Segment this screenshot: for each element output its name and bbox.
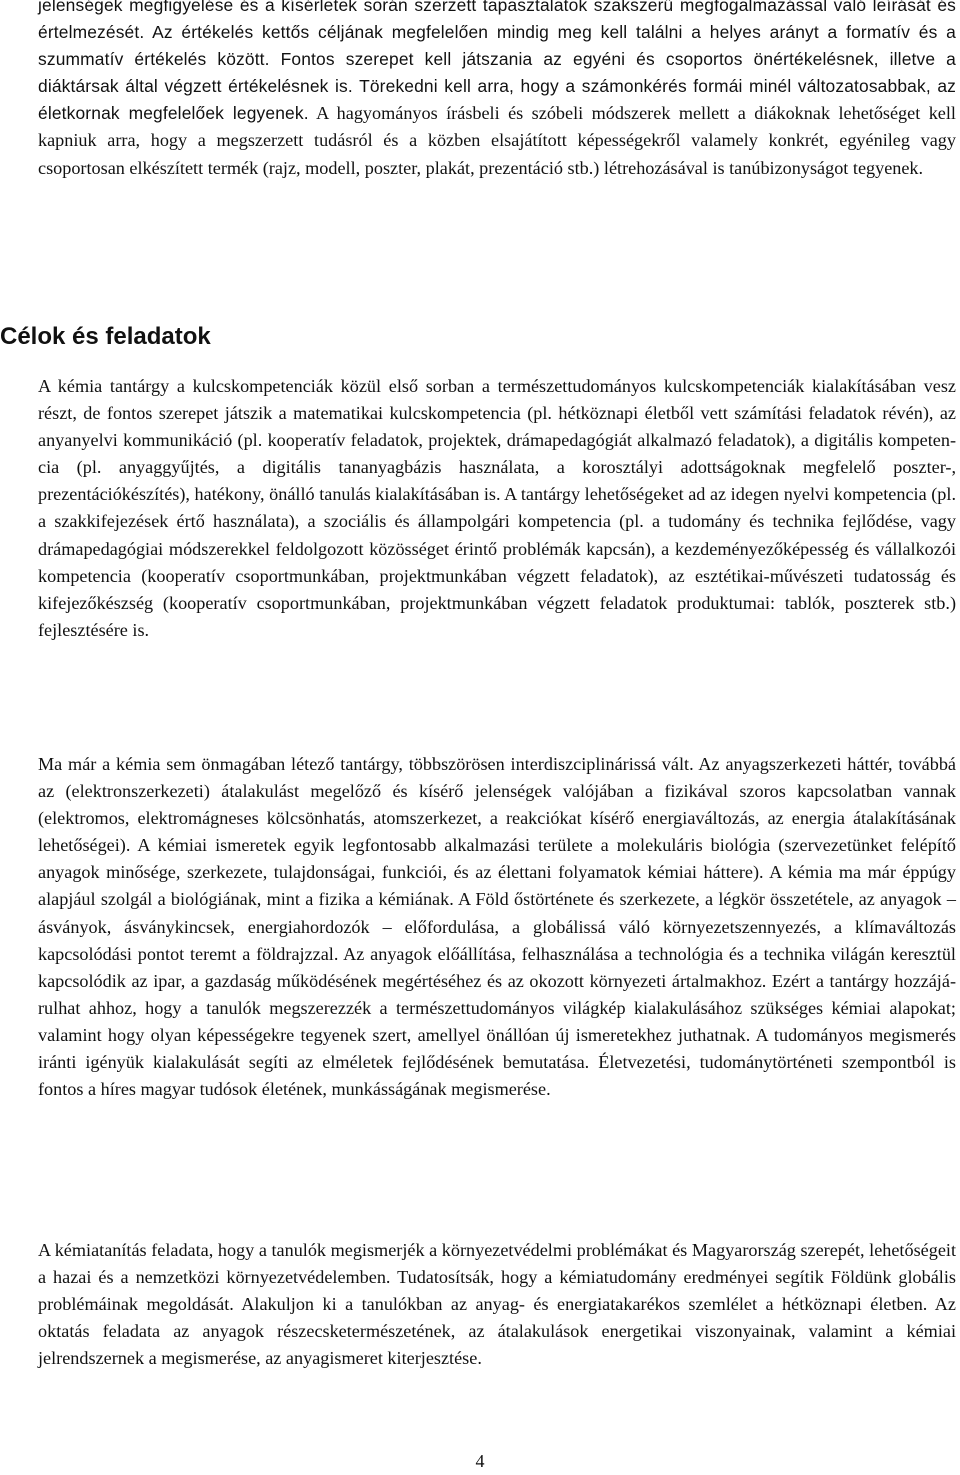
paragraph-competencies: A kémia tantárgy a kulcskompetenciák közül első sorban a természettudományos kulcskompetenciák kialakításában vesz részt, de fontos szerepet játszik a matematikai kulcskompetencia (pl. hétköznapi életből vett számítási feladatok révén), az anyanyelvi kommunikáció (pl. kooperatív feladatok, projektek, drámapedagógiát alkalmazó feladatok), a digitális kompetencia (pl. anyaggyűjtés, a digitális tananyagbázis használata, a korosztályi adottságoknak megfelelő poszter-, prezentációkészítés), hatékony, önálló tanulás kialakításában is. A tantárgy lehetőségeket ad az idegen nyelvi kompetencia (pl. a szakkifejezések értő használata), a szociális és állampolgári kompetencia (pl. a tudomány és technika fejlődése, vagy drámapedagógiai módszerekkel feldolgozott közösséget érintő problémák kapcsán), a kezdeményezőképesség és vállalkozói kompetencia (kooperatív csoportmunkában, projektmunkában végzett feladatok), az esztétikai-művészeti tudatosság és kifejezőkészség (kooperatív csoportmunkában, projektmunkában végzett feladatok produktumai: tablók, poszterek stb.) fejlesztésére is. <box>38 376 956 640</box>
paragraph-interdisciplinary: Ma már a kémia sem önmagában létező tantárgy, többszörösen interdiszciplinárissá vált. Az anyagszerkezeti háttér, továbbá az (elektronszerkezeti) átalakulást megelőző és kísérő jelenségek valójában a fizikával szoros kapcsolatban vannak (elektromos, elektromágneses kölcsönhatás, atomszerkezet, a reakciókat kísérő energiaváltozás, az energia átalakításának lehetőségei). A kémiai ismeretek egyik legfontosabb alkalmazási területe a molekuláris biológia (szervezetünket felépítő anyagok minősége, szerkezete, tulajdonságai, funkciói, és az élettani folyamatok kémiai háttere). A kémia ma már éppúgy alapjául szolgál a biológiának, mint a fizika a kémiának. A Föld őstörténete és szerkezete, a légkör összetétele, az anyagok – ásványok, ásványkincsek, energiahordozók – előfordulása, a globálissá váló környezetszennyezés, a klímaváltozás kapcsolódási pontot teremt a földrajzzal. Az anyagok előállítása, felhasználása a technológia és a technika világán keresztül kapcsolódik az ipar, a gazdaság működésének megértéséhez és az okozott környezeti ártalmakhoz. Ezért a tantárgy hozzájárulhat ahhoz, hogy a tanulók megszerezzék a természettudományos világkép kialakulásához szükséges kémiai alapokat; valamint hogy olyan képességekre tegyenek szert, amellyel önállóan új ismeretekhez juthatnak. A tudományos megismerés iránti igényük kialakulását segíti az elméletek fejlődésének bemutatása. Életvezetési, tudománytörténeti szempontból is fontos a híres magyar tudósok életének, munkásságának megismerése. <box>38 754 956 1100</box>
intro-paragraph-serif-run: A hagyományos írásbeli és szóbeli módszerek mellett a diákoknak lehetőséget kell kapniuk arra, hogy a megszerzett tudásról és a közben elsajátított képességekről valamely konkrét, egyénileg vagy csoportosan elkészített termék (rajz, modell, poszter, plakát, prezentáció stb.) létrehozásával is tanúbizonyságot tegyenek. <box>38 103 956 178</box>
section-heading: Célok és feladatok <box>0 323 211 350</box>
intro-paragraph <box>38 0 956 182</box>
paragraph-environment: A kémiatanítás feladata, hogy a tanulók megismerjék a környezetvédelmi problémákat és Magyarország szerepét, lehetőségeit a hazai és a nemzetközi környezetvédelemben. Tudatosítsák, hogy a kémiatudomány eredményei segítik Földünk globális problémáinak megoldását. Alakuljon ki a tanulókban az anyag- és energiatakarékos szemlélet a hétköznapi életben. Az oktatás feladata az anyagok részecsketermészetének, az átalakulások energetikai viszonyainak, valamint a kémiai jelrendszernek a megismerése, az anyagismeret kiterjesztése. <box>38 1240 956 1369</box>
page-number: 4 <box>475 1451 485 1471</box>
intro-paragraph-sans-run: jelenségek megfigyelése és a kísérletek során szerzett tapasztalatok szakszerű megfogalmazással való leírását és értelmezését. Az értékelés kettős céljának megfelelően mindig meg kell találni a helyes arányt a formatív és a szummatív értékelés között. Fontos szerepet kell játszania az egyéni és csoportos önértékelésnek, illetve a diáktársak által végzett értékelésnek is. Törekedni kell arra, hogy a számonkérés formái minél változatosabbak, az életkornak megfelelőek legyenek. <box>38 0 956 124</box>
